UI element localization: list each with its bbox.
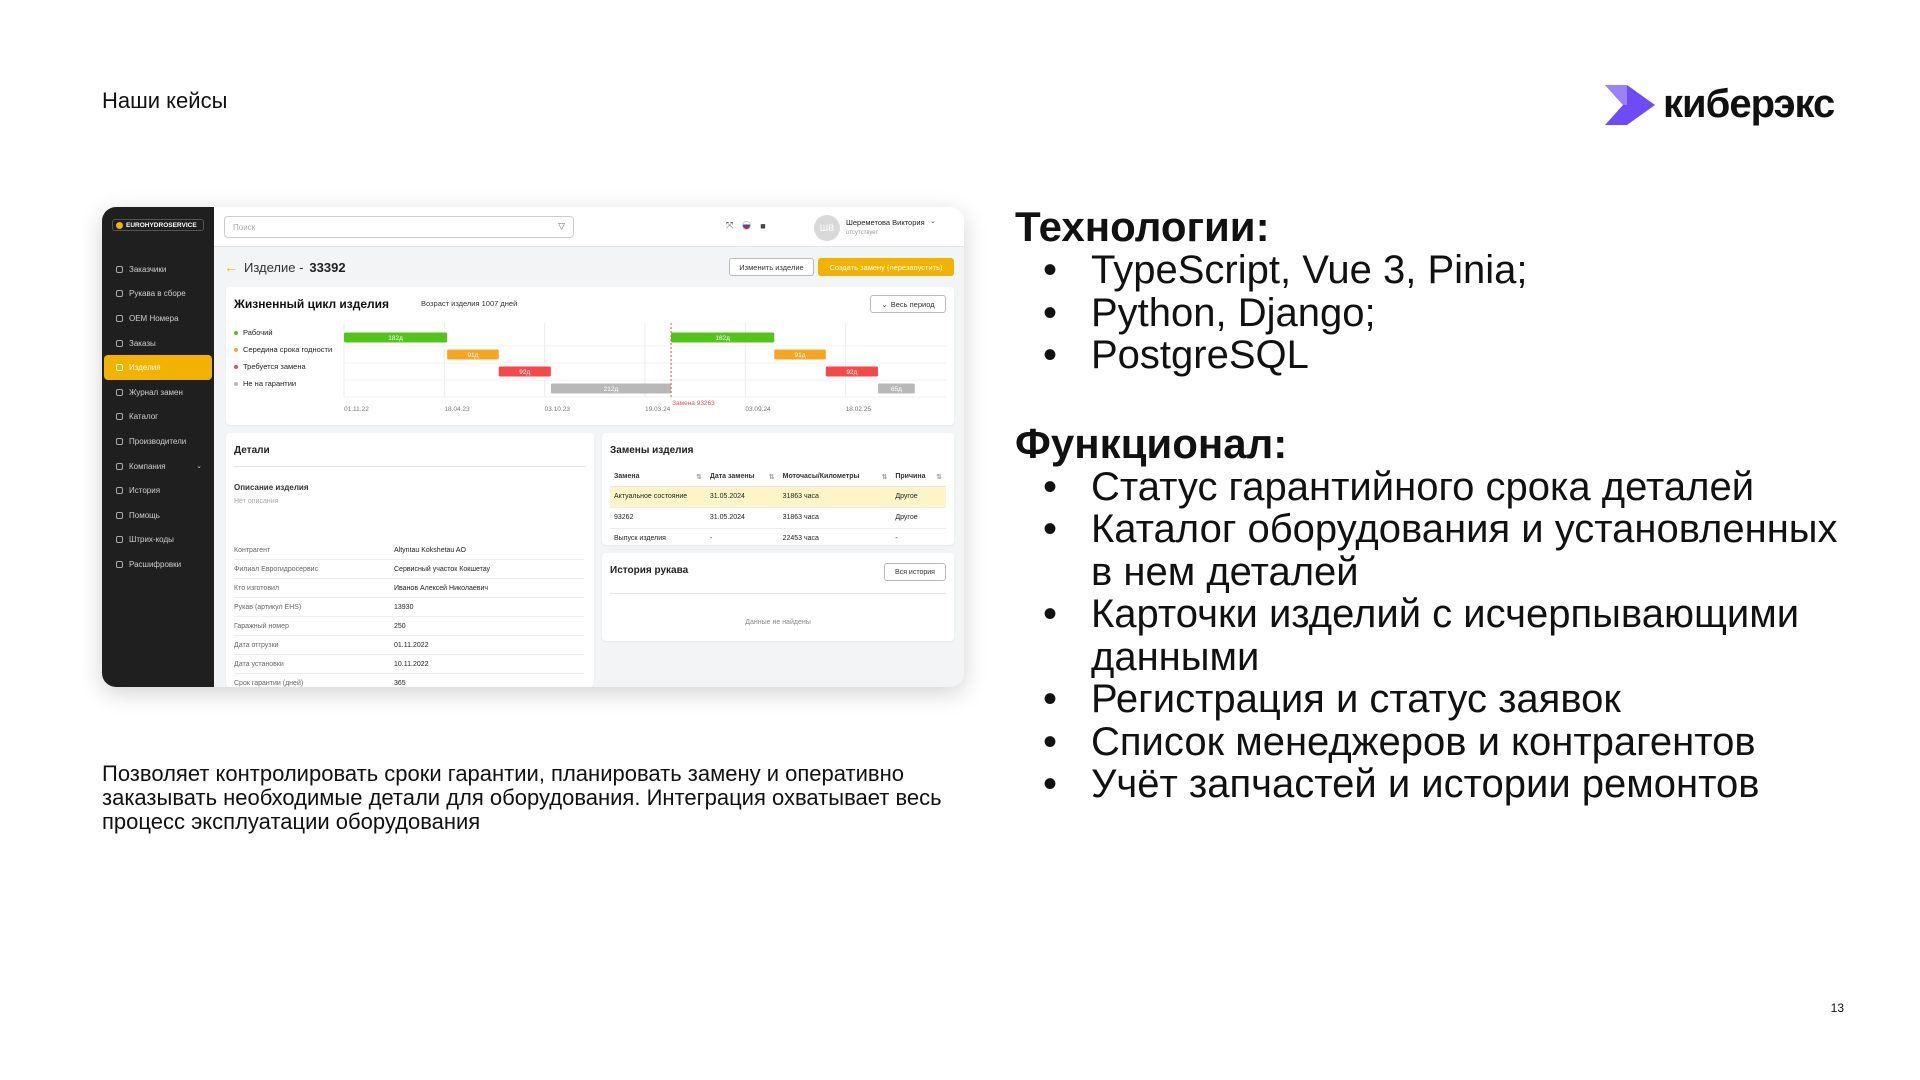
slide-title: Наши кейсы <box>102 88 228 113</box>
replacements-table <box>610 468 946 550</box>
sidebar-item-label: Заказчики <box>129 264 167 274</box>
column-header[interactable] <box>706 468 779 486</box>
sort-icon: ⇅ <box>768 473 775 481</box>
tech-item: • TypeScript, Vue 3, Pinia; <box>1043 249 1895 292</box>
lifecycle-age: Возраст изделия 1007 дней <box>421 299 518 308</box>
edit-item-button[interactable]: Изменить изделие <box>729 258 814 276</box>
func-list <box>1043 466 1895 806</box>
sidebar-item-label: Журнал замен <box>129 387 183 397</box>
page-title <box>224 259 346 275</box>
func-item: • Каталог оборудования и установленных <box>1043 508 1895 551</box>
table-cell: - <box>891 528 946 549</box>
chevron-down-icon: ⌄ <box>881 299 888 309</box>
detail-value: 13930 <box>394 603 414 611</box>
slide-caption: Позволяет контролировать сроки гарантии, планировать замену и оперативно заказывать необходимые детали для оборудования. Интеграция охватывает весь процесс эксплуатации оборудования <box>102 761 942 834</box>
func-heading: Функционал: <box>1015 419 1288 467</box>
sidebar-item-label: Рукава в сборе <box>129 289 186 299</box>
table-cell: 31.05.2024 <box>706 507 779 528</box>
detail-value: Altyntau Kokshetau AO <box>394 546 466 554</box>
tag-icon <box>116 315 123 322</box>
book-icon <box>116 413 123 420</box>
func-item: • Статус гарантийного срока деталей <box>1043 466 1895 509</box>
hose-icon <box>116 290 123 297</box>
list-icon <box>116 364 123 371</box>
detail-row <box>234 636 584 655</box>
fullscreen-icon[interactable]: ⤧ <box>726 220 734 230</box>
divider <box>234 466 586 467</box>
sidebar <box>102 207 214 687</box>
detail-value: 01.11.2022 <box>394 641 429 649</box>
sidebar-item[interactable] <box>104 282 212 307</box>
bar-label: 91д <box>467 352 479 359</box>
page-title-prefix: Изделие - <box>244 259 304 275</box>
divider <box>610 593 946 594</box>
right-column <box>1015 205 1895 806</box>
date-tick: 18.04.23 <box>444 406 470 413</box>
date-tick: 03.10.23 <box>544 406 570 413</box>
sidebar-item[interactable] <box>104 355 212 380</box>
column-header[interactable] <box>891 468 946 486</box>
detail-key: Филиал Еврогидросервис <box>234 565 319 573</box>
search-placeholder: Поиск <box>233 223 256 232</box>
detail-row <box>234 617 584 636</box>
sort-icon: ⇅ <box>936 473 942 481</box>
history-card <box>602 553 954 641</box>
back-arrow-icon[interactable]: ← <box>224 259 238 275</box>
table-cell: - <box>706 528 779 549</box>
detail-row <box>234 674 584 687</box>
sidebar-item[interactable] <box>104 528 212 553</box>
detail-key: Контрагент <box>234 546 271 554</box>
create-replacement-button[interactable]: Создать замену (перезапустить) <box>818 258 954 276</box>
brand-logo[interactable] <box>112 219 204 231</box>
barcode-icon <box>116 536 123 543</box>
replacements-card <box>602 433 954 545</box>
factory-icon <box>116 438 123 445</box>
func-item: • Список менеджеров и контрагентов <box>1043 721 1895 764</box>
sidebar-item[interactable] <box>104 454 212 479</box>
detail-key: Срок гарантии (дней) <box>234 680 304 687</box>
search-input[interactable] <box>224 216 574 238</box>
sidebar-item[interactable] <box>104 429 212 454</box>
tech-list <box>1043 249 1895 377</box>
details-title: Детали <box>234 445 270 456</box>
brand-dot-icon <box>116 222 123 229</box>
cart-icon <box>116 340 123 347</box>
table-cell: 31863 часа <box>779 507 892 528</box>
user-name[interactable]: Шереметова Виктория <box>846 218 925 227</box>
date-tick: 18.02.25 <box>845 406 871 413</box>
page-title-id: 33392 <box>309 259 346 275</box>
filter-icon[interactable]: ▽ <box>558 221 565 231</box>
topbar-tools <box>726 220 766 231</box>
column-header[interactable] <box>610 468 706 486</box>
detail-key: Дата установки <box>234 660 284 668</box>
description-empty: Нет описания <box>234 498 279 505</box>
detail-value: 250 <box>394 622 406 630</box>
table-cell: 22453 часа <box>779 528 892 549</box>
sort-icon: ⇅ <box>881 473 888 481</box>
avatar[interactable]: ШВ <box>814 215 840 241</box>
language-flag-icon[interactable] <box>742 221 751 230</box>
sidebar-item[interactable] <box>104 380 212 405</box>
details-list <box>234 541 584 687</box>
notification-icon[interactable]: ■ <box>760 220 766 231</box>
sidebar-item-label: Производители <box>129 436 187 446</box>
bar-label: 92д <box>519 369 531 376</box>
bar-label: 212д <box>603 386 619 393</box>
replacements-title: Замены изделия <box>610 445 694 456</box>
column-header[interactable] <box>779 468 892 486</box>
sidebar-item-label: Расшифровки <box>129 559 182 569</box>
table-row[interactable] <box>610 528 946 549</box>
sidebar-item[interactable] <box>104 552 212 577</box>
detail-row <box>234 541 584 560</box>
sidebar-item-label: Заказы <box>129 338 156 348</box>
lifecycle-title: Жизненный цикл изделия <box>234 297 390 311</box>
users-icon <box>116 266 123 273</box>
func-item: в нем деталей <box>1091 549 1359 594</box>
lifecycle-timeline <box>226 287 954 425</box>
func-item: • Регистрация и статус заявок <box>1043 678 1895 721</box>
table-cell: Другое <box>891 486 946 507</box>
detail-key: Кто изготовил <box>234 584 280 592</box>
sort-icon: ⇅ <box>695 473 702 481</box>
table-row[interactable] <box>610 507 946 528</box>
legend-label: Не на гарантии <box>243 379 297 388</box>
description-title: Описание изделия <box>234 483 309 492</box>
decode-icon <box>116 561 123 568</box>
table-cell: Выпуск изделия <box>610 528 706 549</box>
journal-icon <box>116 389 123 396</box>
column-header-label: Моточасы/Километры <box>782 472 860 480</box>
tech-item: • PostgreSQL <box>1043 334 1895 377</box>
tech-heading: Технологии: <box>1015 203 1270 250</box>
help-icon <box>116 512 123 519</box>
column-header-label: Замена <box>614 472 640 480</box>
history-title: История рукава <box>610 565 689 576</box>
app-screenshot <box>102 207 964 687</box>
lifecycle-card <box>226 287 954 425</box>
func-item: • Учёт запчастей и истории ремонтов <box>1043 763 1895 806</box>
date-tick: 19.03.24 <box>645 406 671 413</box>
details-card <box>226 433 594 687</box>
table-cell: 31863 часа <box>779 486 892 507</box>
legend-label: Середина срока годности <box>243 345 333 354</box>
sidebar-item[interactable] <box>104 331 212 356</box>
chevron-down-icon[interactable]: ⌄ <box>930 218 936 225</box>
column-header-label: Причина <box>895 472 926 480</box>
detail-row <box>234 579 584 598</box>
bar-label: 182д <box>715 335 730 342</box>
history-empty: Данные не найдены <box>745 619 811 626</box>
sidebar-item[interactable] <box>104 405 212 430</box>
sidebar-item-label: Помощь <box>129 510 160 520</box>
table-cell: 31.05.2024 <box>706 486 779 507</box>
logo-text: киберэкс <box>1663 82 1835 126</box>
date-tick: 03.09.24 <box>745 406 771 413</box>
sidebar-item[interactable] <box>104 306 212 331</box>
marker-label: Замена 93263 <box>672 400 715 407</box>
func-item: • Карточки изделий с исчерпывающими данными <box>1043 593 1895 678</box>
detail-key: Дата отгрузки <box>234 641 279 649</box>
legend-label: Требуется замена <box>243 362 306 371</box>
bar-label: 92д <box>846 369 858 376</box>
logo-mark-icon <box>1605 85 1655 125</box>
date-tick: 01.11.22 <box>344 406 369 413</box>
detail-key: Гаражный номер <box>234 622 289 630</box>
table-cell: Другое <box>891 507 946 528</box>
table-row[interactable] <box>610 486 946 507</box>
period-label: Весь период <box>890 299 935 309</box>
chevron-down-icon: ⌄ <box>196 463 202 471</box>
company-logo <box>1605 82 1834 127</box>
sidebar-item-label: Изделия <box>129 363 161 373</box>
table-cell: 93262 <box>610 507 706 528</box>
column-header-label: Дата замены <box>709 472 755 480</box>
detail-row <box>234 560 584 579</box>
sidebar-item[interactable] <box>104 478 212 503</box>
detail-key: Рукав (артикул EHS) <box>234 603 302 611</box>
sidebar-item[interactable] <box>104 257 212 282</box>
detail-value: 10.11.2022 <box>394 660 429 668</box>
history-icon <box>116 487 123 494</box>
legend-label: Рабочий <box>243 328 273 337</box>
detail-row <box>234 655 584 674</box>
user-status: отсутствует <box>846 230 879 236</box>
main-area <box>214 207 964 687</box>
tech-item: • Python, Django; <box>1043 292 1895 335</box>
all-history-button[interactable]: Вся история <box>884 563 946 581</box>
sidebar-item-label: Штрих-коды <box>129 535 174 545</box>
detail-value: 365 <box>394 680 406 687</box>
building-icon <box>116 463 123 470</box>
bar-label: 182д <box>388 335 403 342</box>
sidebar-item-label: Каталог <box>129 412 159 422</box>
detail-value: Иванов Алексей Николаевич <box>394 584 489 592</box>
page-number: 13 <box>1830 1001 1844 1015</box>
bar-label: 91д <box>794 352 806 359</box>
sidebar-nav <box>104 257 212 577</box>
detail-row <box>234 598 584 617</box>
table-cell: Актуальное состояние <box>610 486 706 507</box>
brand-name: EUROHYDROSERVICE <box>126 221 197 229</box>
sidebar-item[interactable] <box>104 503 212 528</box>
sidebar-item-label: Компания <box>129 461 166 471</box>
sidebar-item-label: История <box>129 486 161 496</box>
bar-label: 65д <box>890 386 902 393</box>
topbar <box>214 207 964 247</box>
detail-value: Сервисный участок Кокшетау <box>394 565 491 573</box>
sidebar-item-label: OEM Номера <box>129 313 179 323</box>
